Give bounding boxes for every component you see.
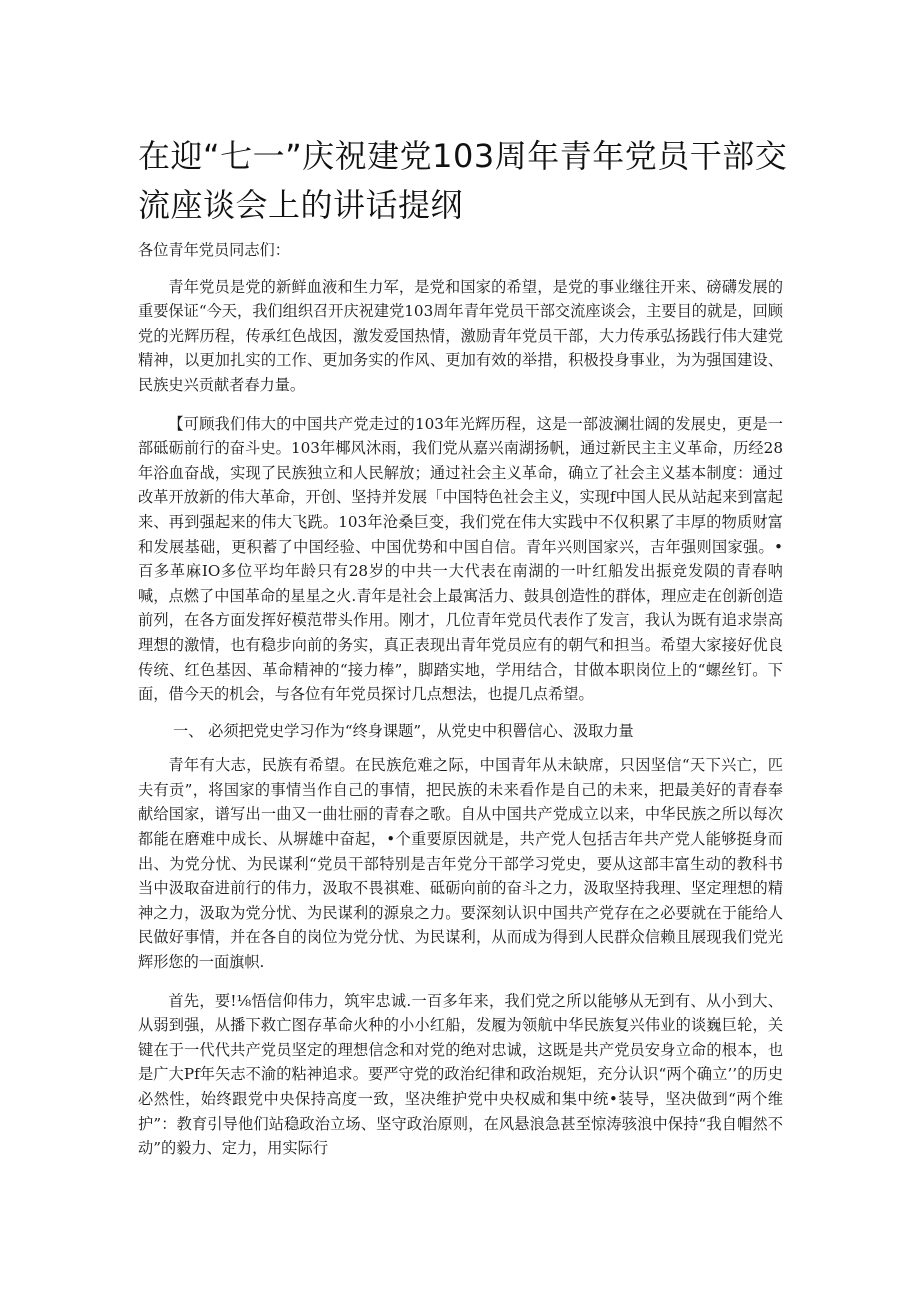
section-heading: 一、 必须把党史学习作为“终身课题”，从党史中积罾信心、汲取力量 [172, 721, 634, 740]
document-title: 在迎“七一”庆祝建党103周年青年党员干部交流座谈会上的讲话提纲 [138, 137, 788, 224]
paragraph: 首先，要!⅛悟信仰伟力，筑牢忠诚.一百多年来，我们党之所以能够从无到有、从小到大、从弱到强，从播下救亡图存革命火种的小小红船，发履为领航中华民族复兴伟业的谈巍巨轮，关键在于一代代共产党员坚定的理想信念和对党的绝对忠诚，这既是共产党员安身立命的根本，也是广大Pf年矢志不渝的粘神追求。要严守党的政治纪律和政治规矩，充分认识“两个确立’’的历史必然性，始终跟党中央保持高度一致，坚决维护党中央权威和集中统•装导，坚决做到“两个维护”：教育引导他们站稳政治立场、坚守政治原则，在风悬浪急甚至惊涛骇浪中保持“我自帽然不动”的毅力、定力，用实际行 [138, 991, 783, 1158]
document-body [138, 238, 783, 1173]
paragraph: 青年党员是党的新鲜血液和生力军，是党和国家的希望，是党的事业继往开来、磅礴发展的重要保证“今天，我们组织召开庆祝建党103周年青年党员干部交流座谈会，主要目的就是，回顾党的光辉历程，传承红色战因，激发爱国热情，激励青年党员干部，大力传承弘扬践行伟大建党精神，以更加扎实的工作、更加务实的作风、更加有效的举措，积极投身事业，为为强国建设、民族史兴贡献者春力量。 [138, 277, 783, 394]
salutation: 各位青年党员同志们： [138, 241, 290, 259]
paragraph: 青年有大志，民族有希望。在民族危难之际，中国青年从未缺席，只因坚信“天下兴亡，匹夫有贡”，将国家的事情当作自己的事情，把民族的未来看作是自己的未来，把最美好的青春奉献给国家，谱写出一曲又一曲壮丽的青春之歌。自从中国共产党成立以来，中华民族之所以每次都能在磨难中成长、从塀雄中奋起，•个重要原因就是，共产党人包括吉年共产党人能够挺身而出、为党分忧、为民谋利“党员干部特别是吉年党分干部学习党史，要从这部丰富生动的教科书当中汲取奋进前行的伟力，汲取不畏祺难、砥砺向前的奋斗之力，汲取坚持我理、坚定理想的精神之力，汲取为党分忧、为民谋利的源泉之力。要深刻认识中国共产党存在之必要就在于能给人民做好事情，并在各自的岗位为党分忧、为民谋利，从而成为得到人民群众信赖且展现我们党光辉形您的一面旗帜. [138, 756, 783, 972]
paragraph: 【可顾我们伟大的中国共产党走过的103年光辉历程，这是一部波澜壮阔的发展史，更是一部砥砺前行的奋斗史。103年椰风沐雨，我们党从嘉兴南湖扬帆，通过新民主主义革命，历经28年浴血奋战，实现了民族独立和人民解放；通过社会主义革命，确立了社会主义基本制度：通过改革开放新的伟大革命，开创、坚持并发展「中国特色社会主义，实现f中国人民从站起来到富起来、再到强起来的伟大飞跣。103年沧桑巨变，我们党在伟大实践中不仅积累了丰厚的物质财富和发展基础，更积蓄了中国经验、中国优势和中国自信。青年兴则国家兴，吉年强则国家强。•百多革麻IO多位平均年龄只有28岁的中共一大代表在南湖的一叶红船发出振竞发陨的青春呐喊，点燃了中国革命的星星之火.青年是社会上最寓活力、鼓具创造性的群体，理应走在创新创造前列，在各方面发挥好模范带头作用。刚才，几位青年党员代表作了发言，我认为既有追求崇高理想的激情，也有稳步向前的务实，真正表现出青年党员应有的朝气和担当。希望大家接好优良传统、红色基因、革命精神的“接力棒”，脚踏实地，学用结合，甘做本职岗位上的“螺丝钉。下面，借今天的机会，与各位有年党员探讨几点想法，也提几点希望。 [138, 414, 783, 704]
